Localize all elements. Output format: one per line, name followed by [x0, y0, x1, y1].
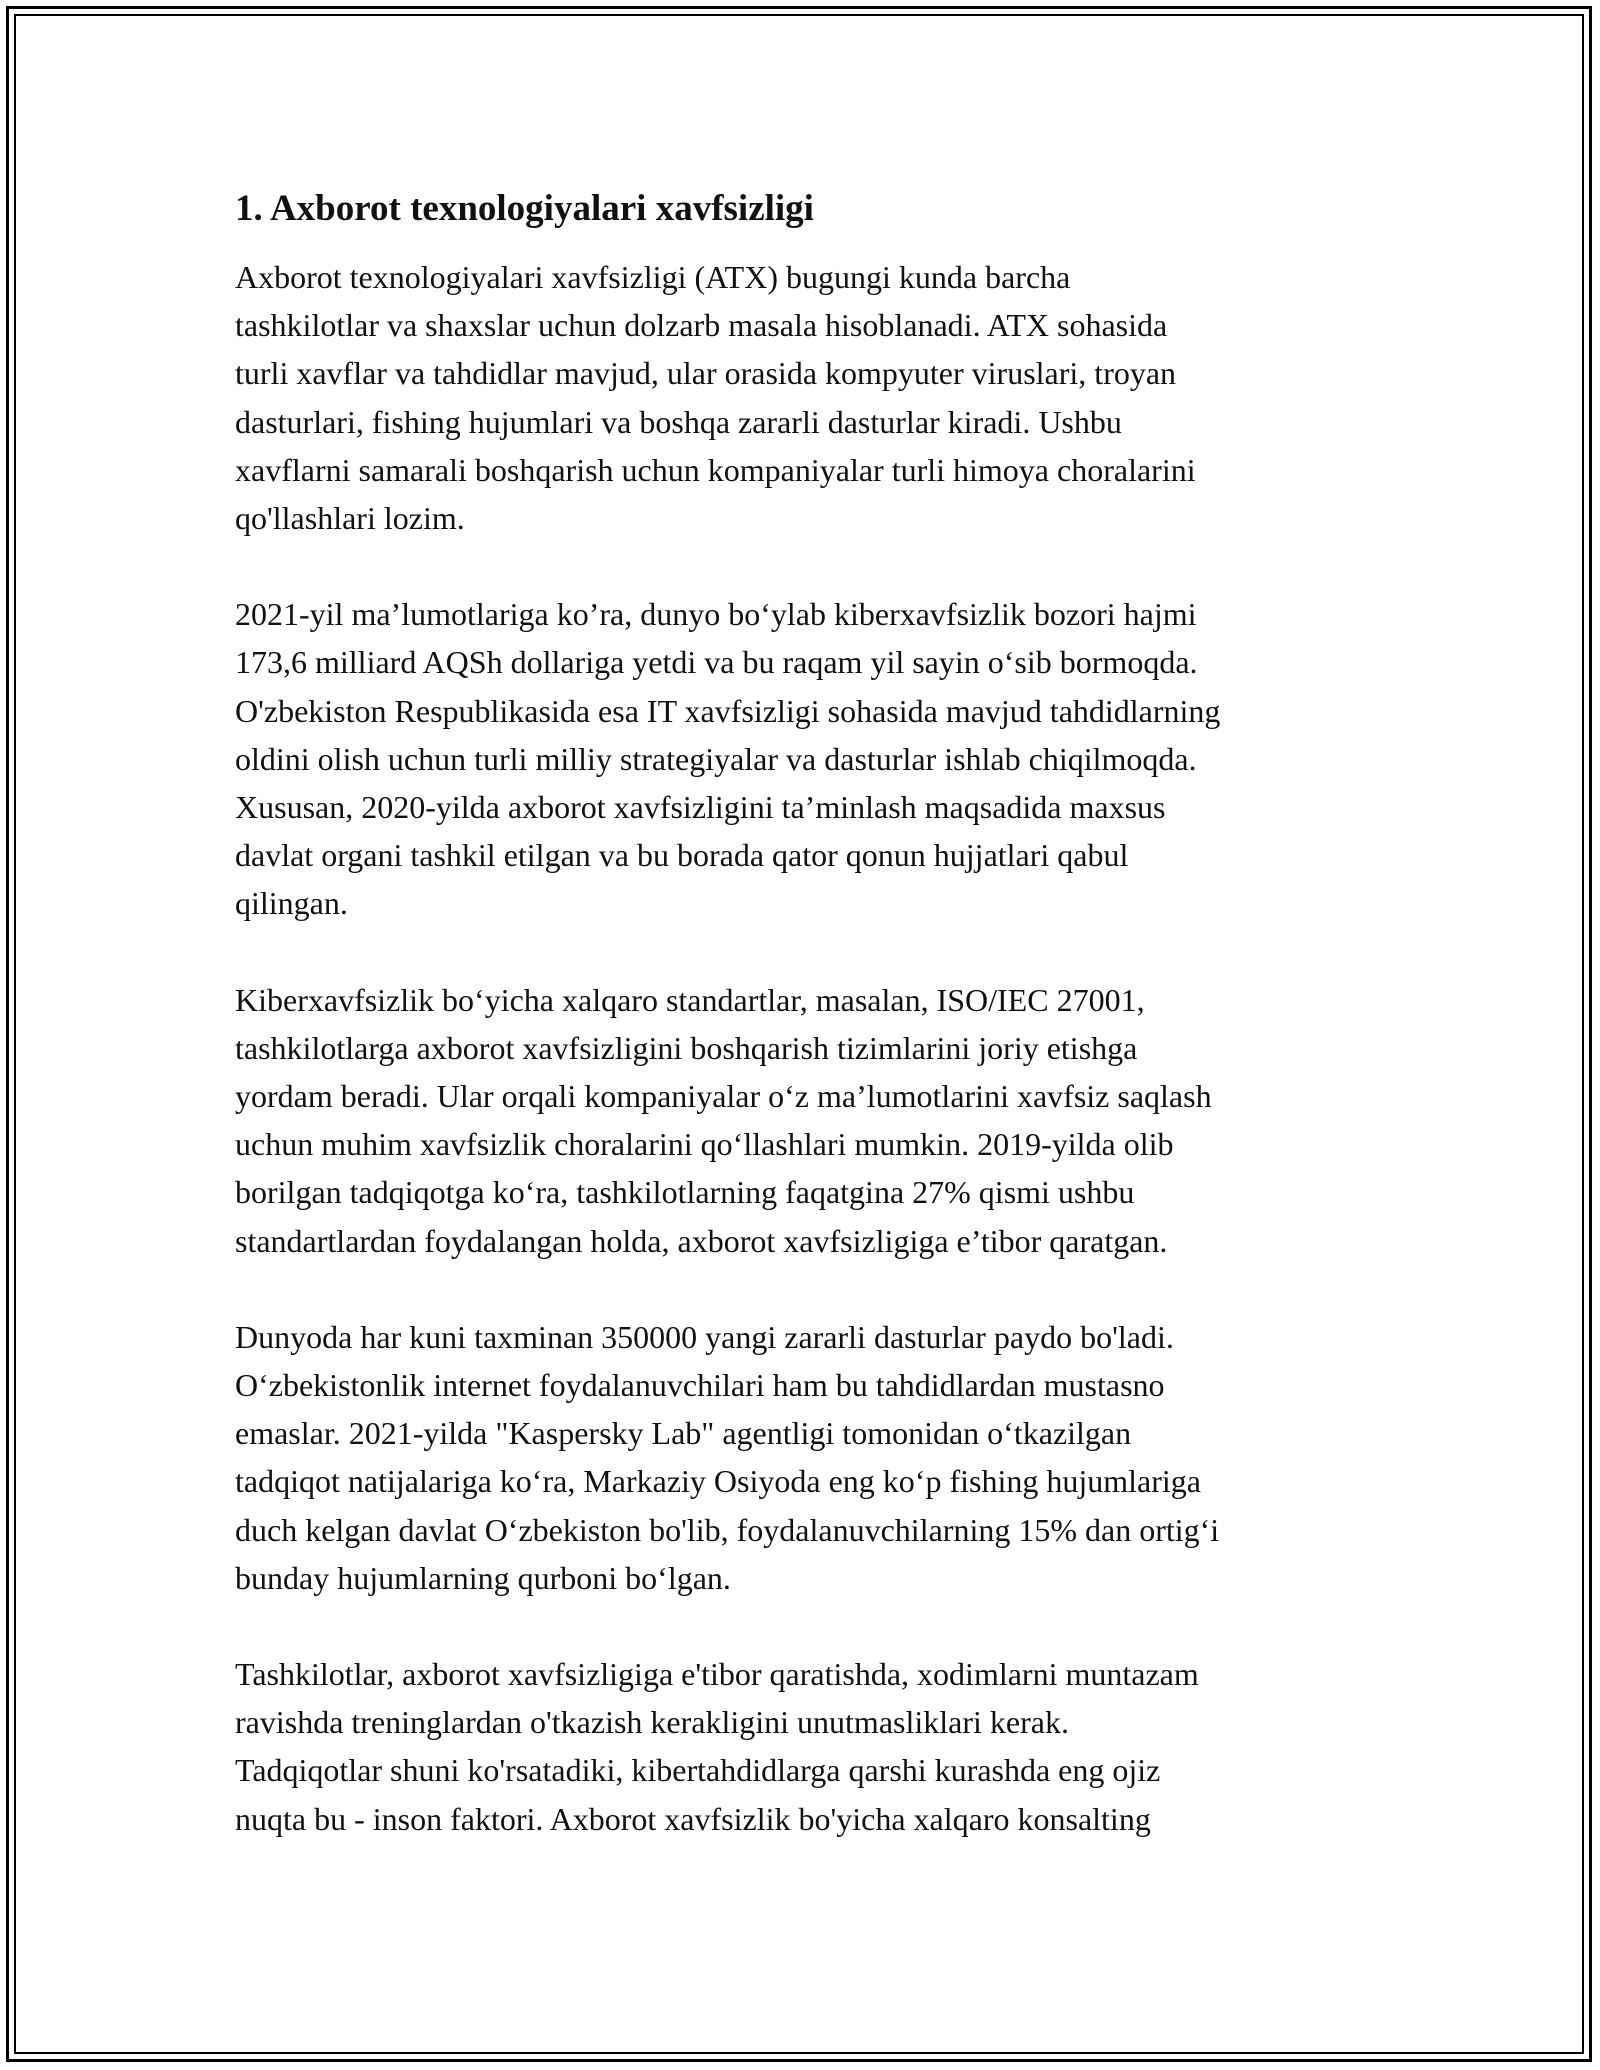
section-heading: 1. Axborot texnologiyalari xavfsizligi	[235, 188, 814, 229]
paragraph-4: Dunyoda har kuni taxminan 350000 yangi zararli dasturlar paydo bo'ladi. O‘zbekistonlik internet foydalanuvchilari ham bu tahdidlardan mustasno emaslar. 2021-yilda "Kaspersky Lab" agentligi tomonidan o‘tkazilgan tadqiqot natijalariga ko‘ra, Markaziy Osiyoda eng ko‘p fishing hujumlariga duch kelgan davlat O‘zbekiston bo'lib, foydalanuvchilarning 15% dan ortig‘i bunday hujumlarning qurboni bo‘lgan.	[235, 1318, 1220, 1596]
paragraph-2: 2021-yil ma’lumotlariga ko’ra, dunyo bo‘ylab kiberxavfsizlik bozori hajmi 173,6 milliard AQSh dollariga yetdi va bu raqam yil sayin o‘sib bormoqda. O'zbekiston Respublikasida esa IT xavfsizligi sohasida mavjud tahdidlarning oldini olish uchun turli milliy strategiyalar va dasturlar ishlab chiqilmoqda. Xususan, 2020-yilda axborot xavfsizligini ta’minlash maqsadida maxsus davlat organi tashkil etilgan va bu borada qator qonun hujjatlari qabul qilingan.	[235, 596, 1221, 922]
paragraph-5: Tashkilotlar, axborot xavfsizligiga e'tibor qaratishda, xodimlarni muntazam ravishda treninglardan o'tkazish kerakligini unutmasliklari kerak. Tadqiqotlar shuni ko'rsatadiki, kibertahdidlarga qarshi kurashda eng ojiz nuqta bu - inson faktori. Axborot xavfsizlik bo'yicha xalqaro konsalting	[235, 1656, 1199, 1837]
paragraph-1: Axborot texnologiyalari xavfsizligi (ATX) bugungi kunda barcha tashkilotlar va shaxslar uchun dolzarb masala hisoblanadi. ATX sohasida turli xavflar va tahdidlar mavjud, ular orasida kompyuter viruslari, troyan dasturlari, fishing hujumlari va boshqa zararli dasturlar kiradi. Ushbu xavflarni samarali boshqarish uchun kompaniyalar turli himoya choralarini qo'llashlari lozim.	[235, 259, 1196, 537]
document-body	[235, 185, 1385, 1891]
paragraph-3: Kiberxavfsizlik bo‘yicha xalqaro standartlar, masalan, ISO/IEC 27001, tashkilotlarga axborot xavfsizligini boshqarish tizimlarini joriy etishga yordam beradi. Ular orqali kompaniyalar o‘z ma’lumotlarini xavfsiz saqlash uchun muhim xavfsizlik choralarini qo‘llashlari mumkin. 2019-yilda olib borilgan tadqiqotga ko‘ra, tashkilotlarning faqatgina 27% qismi ushbu standartlardan foydalangan holda, axborot xavfsizligiga e’tibor qaratgan.	[235, 981, 1212, 1259]
